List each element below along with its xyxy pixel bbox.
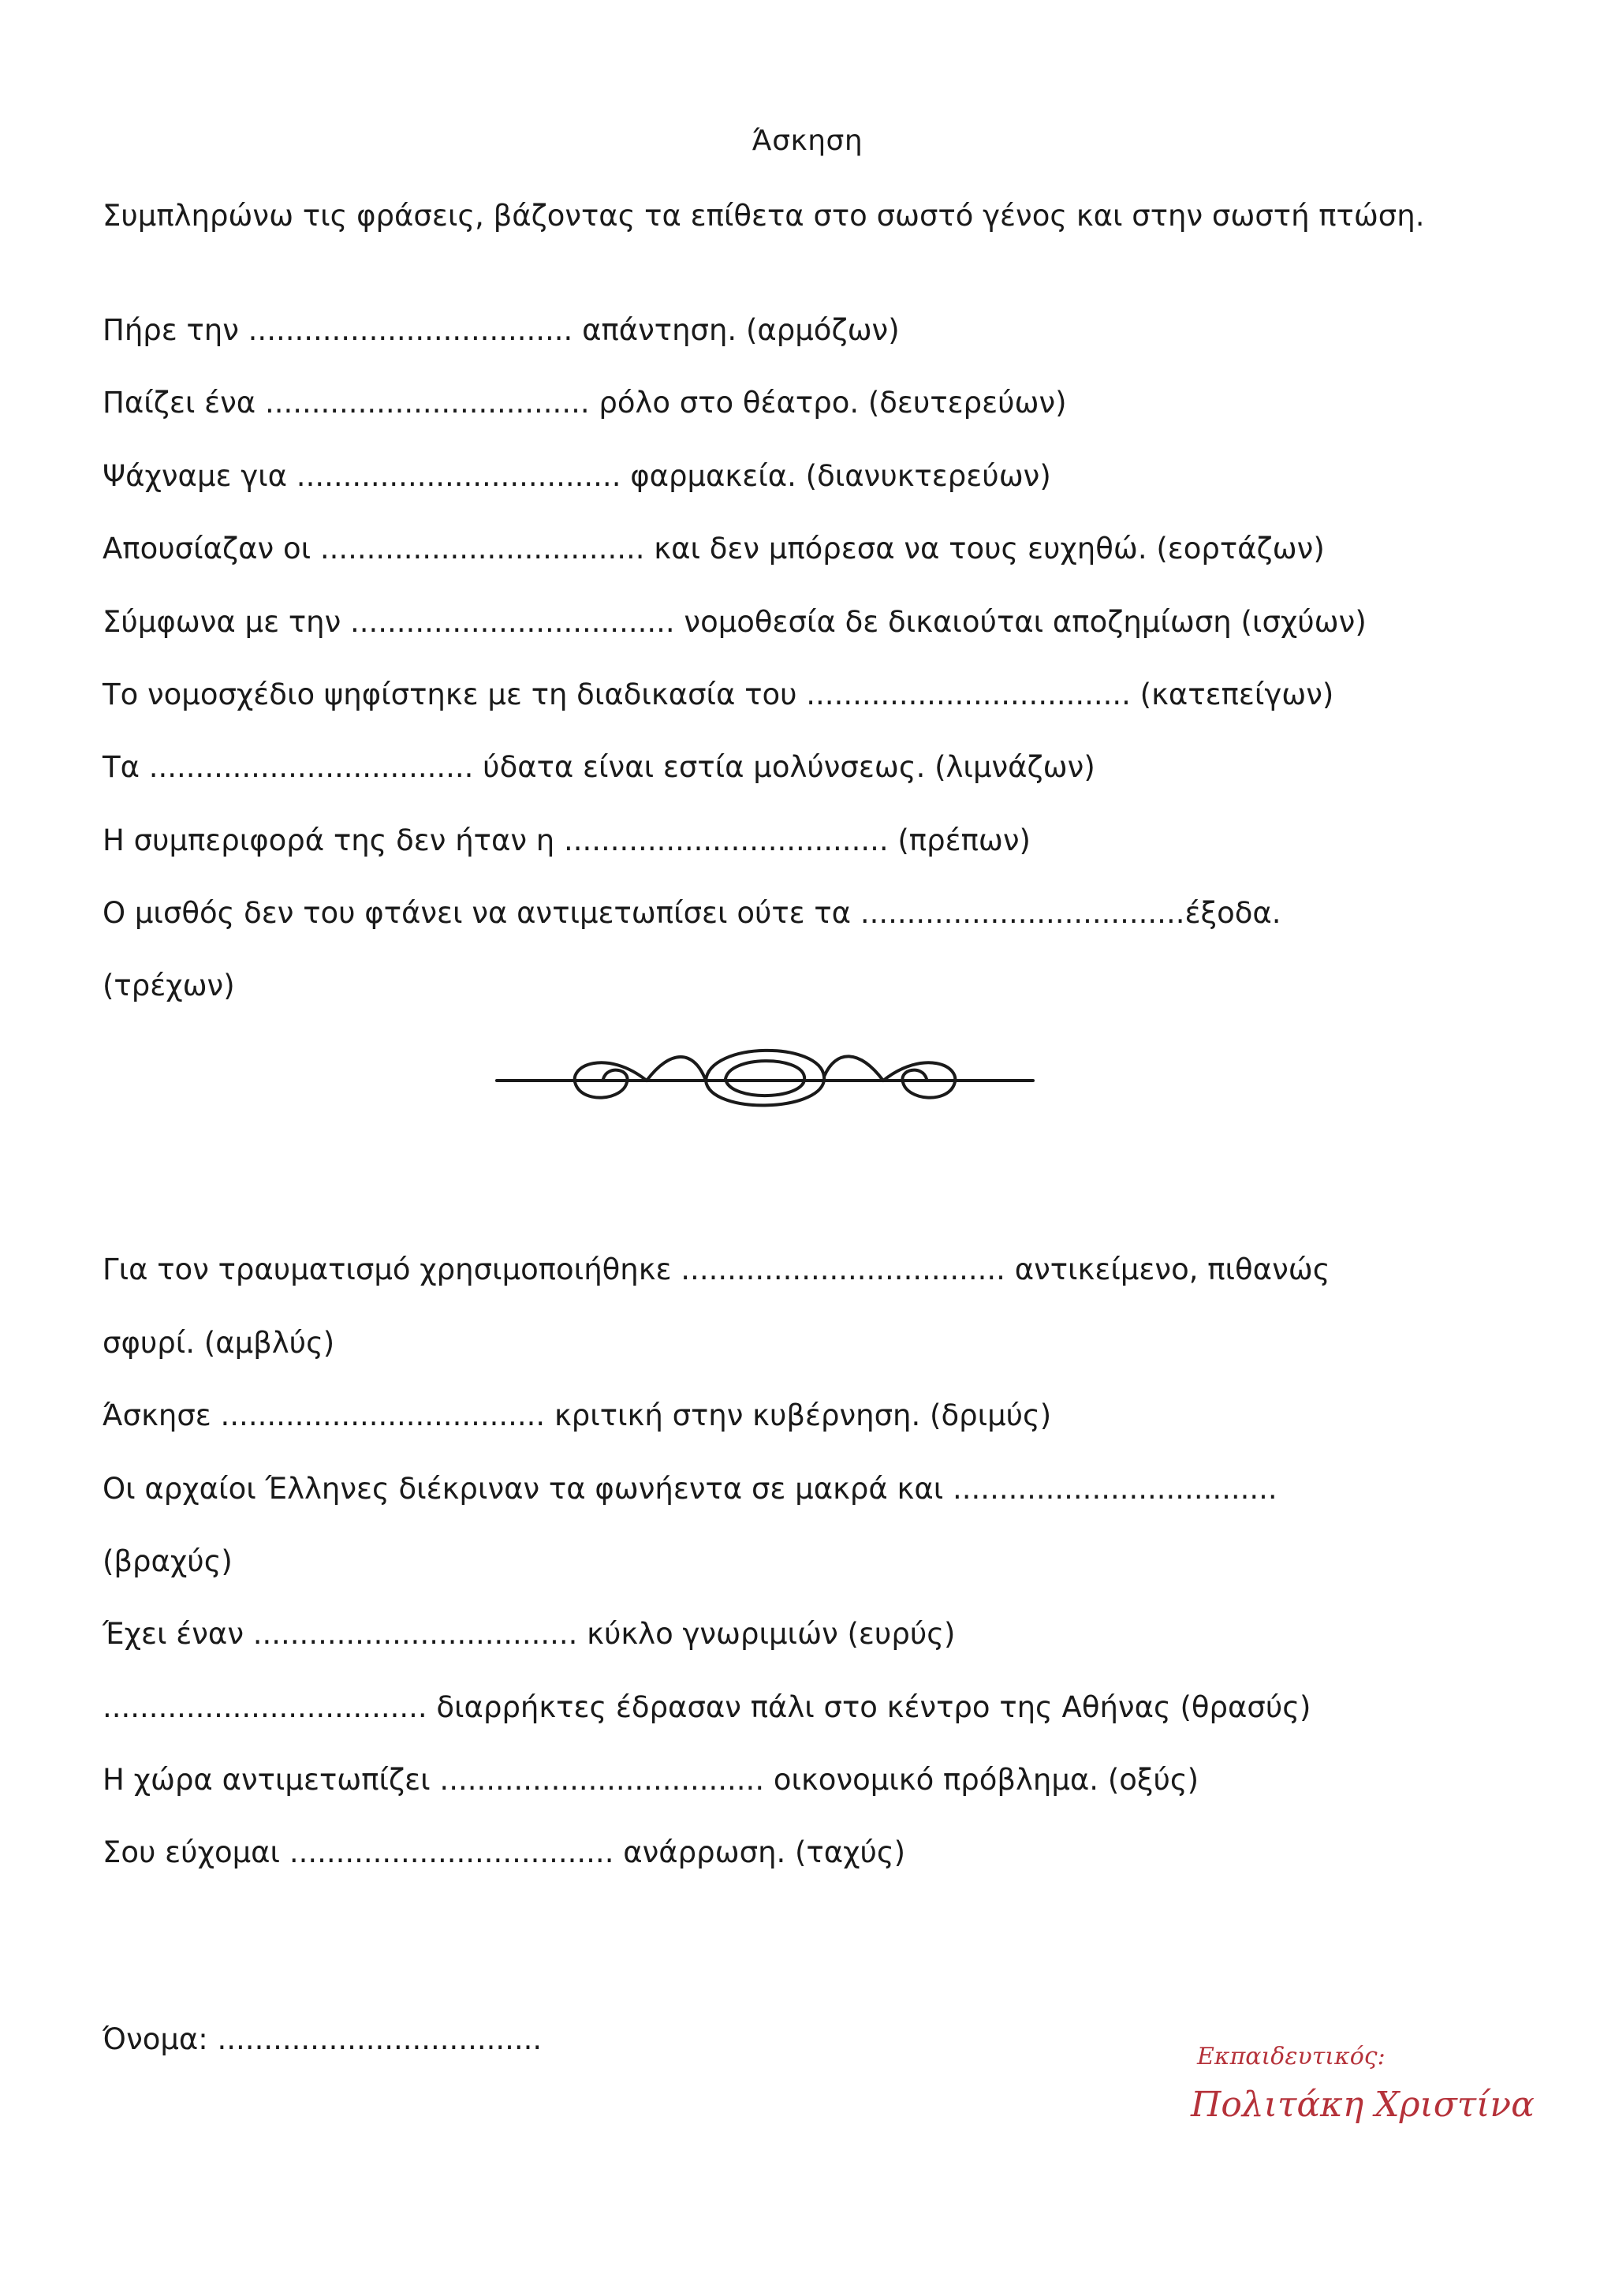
exercise-line: Τα ................................... ύδατα είναι εστία μολύνσεως. (λιμνάζων) [103,750,1095,784]
name-field: Όνομα: ................................... [103,2022,543,2056]
ornament-divider [489,1033,1041,1120]
exercise-line: Σου εύχομαι ................................... ανάρρωση. (ταχύς) [103,1835,906,1869]
instruction-text: Συμπληρώνω τις φράσεις, βάζοντας τα επίθετα στο σωστό γένος και στην σωστή πτώση. [103,199,1425,233]
exercise-line: Έχει έναν ................................... κύκλο γνωριμιών (ευρύς) [103,1617,956,1651]
exercise-line: Ψάχναμε για ................................... φαρμακεία. (διανυκτερεύων) [103,459,1051,493]
exercise-line: Απουσίαζαν οι ................................... και δεν μπόρεσα να τους ευχηθώ. (εορτάζων) [103,532,1325,566]
exercise-line: Η συμπεριφορά της δεν ήταν η ................................... (πρέπων) [103,823,1031,857]
exercise-line: Το νομοσχέδιο ψηφίστηκε με τη διαδικασία του ................................... (κατεπείγων) [103,678,1334,711]
exercise-line: Άσκησε ................................... κριτική στην κυβέρνηση. (δριμύς) [103,1398,1052,1432]
exercise-line: Οι αρχαίοι Έλληνες διέκριναν τα φωνήεντα σε μακρά και ................................... [103,1472,1277,1506]
teacher-signature [1191,2043,1535,2125]
exercise-line: σφυρί. (αμβλύς) [103,1326,335,1360]
exercise-line: (βραχύς) [103,1544,233,1578]
exercise-line: (τρέχων) [103,969,235,1002]
exercise-line: Παίζει ένα ................................... ρόλο στο θέατρο. (δευτερεύων) [103,386,1067,420]
exercise-line: ................................... διαρρήκτες έδρασαν πάλι στο κέντρο της Αθήνας (θρασύς) [103,1690,1311,1724]
exercise-line: Η χώρα αντιμετωπίζει ................................... οικονομικό πρόβλημα. (οξύς) [103,1763,1199,1797]
signature-role: Εκπαιδευτικός: [1197,2043,1386,2070]
exercise-line: Σύμφωνα με την ................................... νομοθεσία δε δικαιούται αποζημίωση (ισχύων) [103,605,1367,639]
exercise-line: Πήρε την ................................... απάντηση. (αρμόζων) [103,313,900,347]
page-title: Άσκηση [752,125,863,157]
exercise-line: Ο μισθός δεν του φτάνει να αντιμετωπίσει ούτε τα ...................................έξοδα. [103,896,1281,930]
signature-name: Πολιτάκη Χριστίνα [1191,2085,1535,2125]
exercise-line: Για τον τραυματισμό χρησιμοποιήθηκε ................................... αντικείμενο, πιθανώς [103,1253,1330,1286]
